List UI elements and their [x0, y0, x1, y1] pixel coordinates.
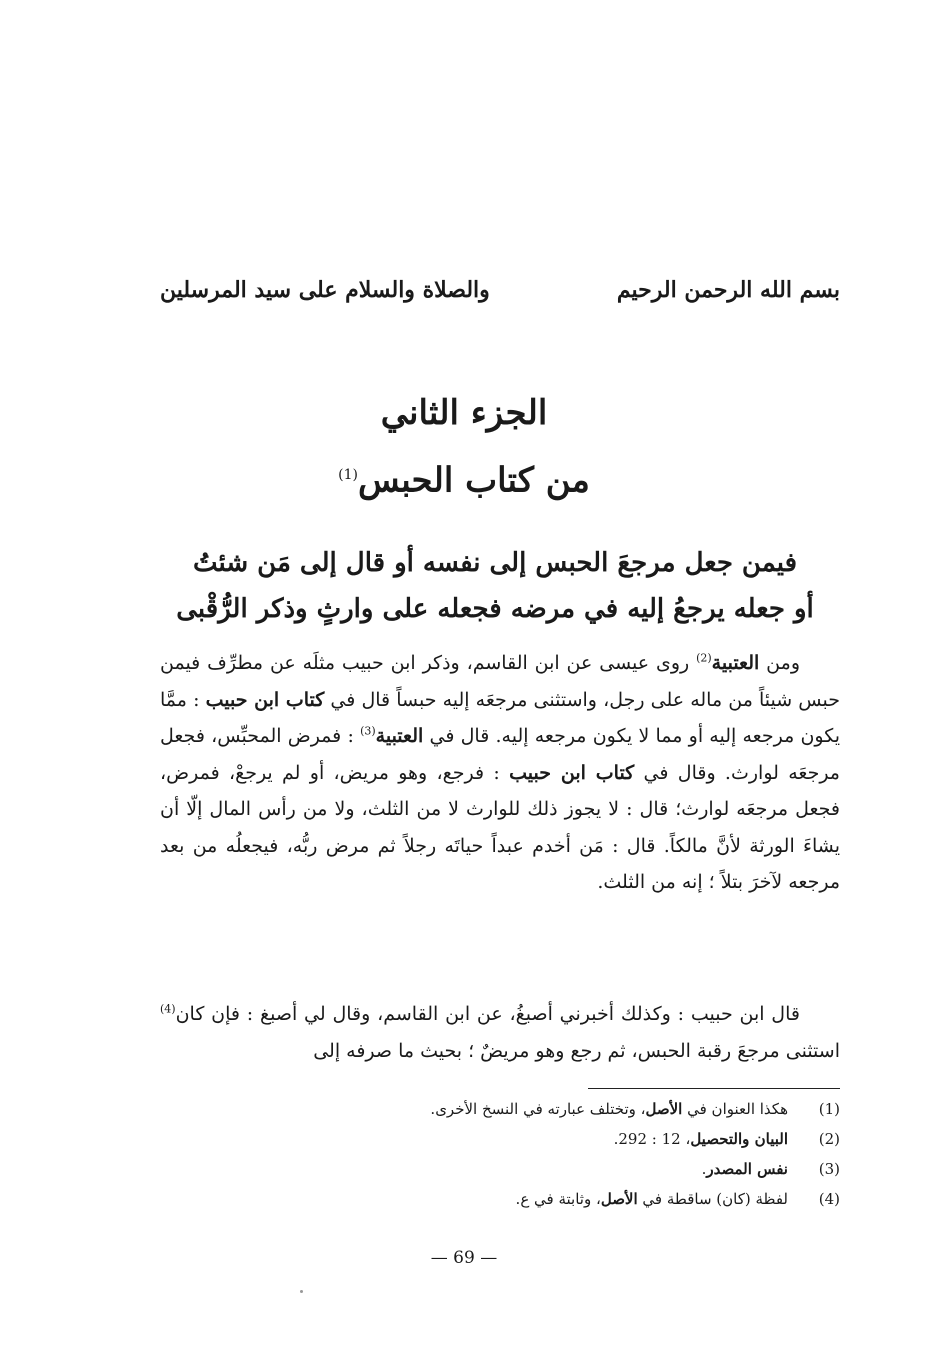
source-title: كتاب ابن حبيب — [509, 761, 635, 784]
footnote — [300, 1184, 840, 1214]
basmala: بسم الله الرحمن الرحيم — [616, 277, 840, 303]
text-run: ومن — [759, 652, 800, 674]
footnote-text: لفظة (كان) ساقطة في الأصل، وثابتة في ع. — [515, 1190, 788, 1208]
text-run: روى عيسى عن ابن القاسم، وذكر ابن حبيب مثلَه عن مطرِّف فيمن حبس شيئاً من ماله على رجل، واستثنى مرجعَه إليه حبساً قال في — [160, 652, 840, 711]
book-title-line — [0, 444, 928, 511]
footnote-number: (4) — [818, 1190, 840, 1208]
source-title: العتبية — [375, 725, 424, 747]
footnotes — [300, 1094, 840, 1214]
footnote-ref-2: (2) — [696, 651, 712, 665]
chapter-heading-line-1: فيمن جعل مرجعَ الحبس إلى نفسه أو قال إلى مَن شئتُ — [192, 548, 798, 578]
footnote-text: البيان والتحصيل، 12 : 292. — [613, 1130, 788, 1148]
paragraph-2 — [160, 996, 840, 1069]
footnote-ref-1: (1) — [338, 467, 358, 483]
salutation: والصلاة والسلام على سيد المرسلين — [160, 277, 490, 303]
footnote-text: هكذا العنوان في الأصل، وتختلف عبارته في النسخ الأخرى. — [430, 1100, 788, 1118]
text-run: : ممَّا يكون مرجعه إليه أو مما لا يكون مرجعه إليه. قال في — [160, 688, 841, 747]
footnote — [300, 1154, 840, 1184]
footnote-ref-4: (4) — [160, 1002, 176, 1016]
part-title — [0, 382, 928, 511]
book-title: من كتاب الحبس — [357, 460, 590, 501]
text-run: قال ابن حبيب : وكذلك أخبرني أصبغُ، عن ابن القاسم، وقال لي أصبغ : فإن كان — [175, 1003, 800, 1025]
footnote-ref-3: (3) — [360, 724, 376, 738]
text-run: : فرجع، وهو مريض، أو لم يرجعْ، فمرض، فجعل مرجعَه لوارث؛ قال : لا يجوز ذلك للوارث لا من الثلث، ولا من رأس المال إلّا أن يشاءَ الورثة لأنَّ مالكاً. قال : مَن أخدم عبداً حياتَه رجلاً ثم مرض ربُّه، فيجعلُه من بعد مرجعه لآخرَ بتلاً ؛ إنه من الثلث. — [160, 761, 840, 893]
footnote-number: (2) — [818, 1130, 840, 1148]
header-row — [160, 270, 840, 310]
chapter-heading-line-2: أو جعله يرجعُ إليه في مرضه فجعله على وارثٍ وذكر الرُّقْبى — [176, 594, 814, 624]
footnote-divider — [588, 1088, 840, 1089]
scan-speck — [300, 1290, 303, 1293]
footnote-text: نفس المصدر. — [701, 1160, 788, 1178]
text-run: استثنى مرجعَ رقبة الحبس، ثم رجع وهو مريضٌ ؛ بحيث ما صرفه إلى — [313, 1039, 840, 1062]
paragraph-2-text — [160, 996, 840, 1069]
footnote — [300, 1124, 840, 1154]
paragraph-1 — [160, 645, 840, 901]
footnote — [300, 1094, 840, 1124]
page-number: — 69 — — [430, 1248, 498, 1268]
source-title: كتاب ابن حبيب — [205, 688, 325, 711]
text-run: : فمرض المحبِّس، فجعل مرجعَه لوارث. وقال في — [160, 725, 840, 784]
footnote-number: (3) — [818, 1160, 840, 1178]
part-title-line: الجزء الثاني — [380, 393, 548, 433]
footnote-number: (1) — [818, 1100, 840, 1118]
paragraph-1-text — [160, 645, 840, 901]
source-title: العتبية — [711, 652, 760, 674]
chapter-heading — [150, 540, 840, 632]
